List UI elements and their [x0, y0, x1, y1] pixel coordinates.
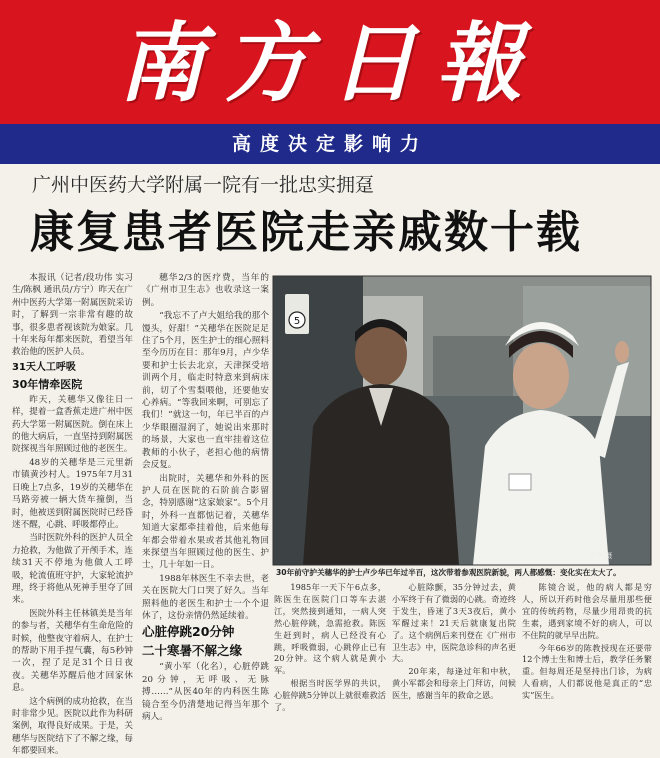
masthead: [0, 0, 660, 124]
text-column-2: [142, 272, 269, 720]
paragraph: 这个病例的成功抢救，在当时非常少见。医院以此作为科研案例，取得良好成果。于是，关穗华与医院结下了不解之缘，每年都要回来。: [12, 696, 133, 757]
subhead: 心脏停跳20分钟: [142, 624, 235, 640]
text-column-5: [522, 582, 652, 720]
paragraph: 今年66岁的陈教授现在还要带12个博士生和博士后，教学任务繁重。但每周还是坚持出门诊，为病人看病，人们都说他是真正的“忠实”医生。: [522, 642, 652, 701]
text-column-4: [392, 582, 516, 720]
paragraph: “黄小军（化名），心脏停跳20分钟，无呼吸、无脉搏……”从医40年的内科医生陈镜合至今仍清楚地记得当年那个病人。: [142, 662, 269, 722]
paragraph: 48岁的关穗华是三元里新市镇黄沙村人。1975年7月31日晚上7点多，19岁的关穗华在马路旁被一辆大货车撞倒，当时，他被送到附属医院时已经昏迷不醒，心跳、呼吸都停止。: [12, 457, 133, 530]
paragraph: 1988年林医生不幸去世，老关在医院大门口哭了好久。当年照料他的老医生和护士一个个退休了，这份亲情仍然延续着。: [142, 573, 269, 621]
subhead: 31天人工呼吸: [12, 361, 76, 373]
paragraph: 根据当时医学界的共识，心脏停跳5分钟以上就很难救活了。: [274, 678, 386, 713]
sign-number: 5: [293, 316, 301, 327]
paragraph: 昨天，关穗华又像往日一样，提着一盒香蕉走进广州中医药大学第一附属医院。倒在床上的他大病后，一直坚持到附属医院探视当年照顾过他的老医生。: [12, 394, 133, 455]
news-photo: [273, 276, 651, 565]
text-column-1: [12, 272, 133, 757]
paragraph: 当时医院外科的医护人员全力抢救，为他做了开颅手术，连续31天不停地为他做人工呼吸，轮流值班守护，大家轮流护理，终于将他从死神手里夺了回来。: [12, 533, 133, 606]
paragraph: 出院时，关穗华和外科的医护人员在医院的石阶前合影留念，特别感谢“这家娘家”。5个月时，外科一直都惦记着，关穗华知道大家都牵挂着他，后来他每年都会带着水果或者其他礼物回来探望当年照顾过他的医生、护士，几十年如一日。: [142, 473, 269, 571]
paragraph: 医院外科主任林镇美是当年的参与者，关穗华有生命危险的时候，他整夜守着病人，在护士的帮助下用手捏气囊，每5秒钟一次，捏了足足31个日日夜夜。关穗华苏醒后他才回家休息。: [12, 608, 133, 694]
subhead: 30年情牵医院: [12, 377, 83, 391]
paragraph: “我忘不了卢大姐给我的那个馒头，好甜！”关穗华在医院足足住了5个月，医生护士的细心照料至今历历在目：那年9月，卢少华要和护士长去北京，天津探受培训两个月，临走时特意来到病床前，切了个雪梨喂他，还要他安心养病。“等我回来啊，可别忘了我们！”就这一句，年已半百的卢少华眼圈湿润了，她说出来那时的场景，大家也一直牢挂着这位教师的小伙子，老担心他的病情会反复。: [142, 311, 269, 471]
byline: 本报讯（记者/段功伟 实习生/陈枫 通讯员/方宁）昨天在广州中医药大学第一附属医院采访时，了解到一宗非常有趣的故事，很多患者视该院为娘家。几十年来每年都来医院，看望当年救治他的医护人员。: [12, 273, 133, 358]
photo-caption: 30年前守护关穗华的护士卢少华已年过半百，这次带着参观医院新貌，两人都感慨：变化实在太大了。: [276, 568, 621, 577]
paragraph: 1985年一天下午6点多，陈医生在医院门口等车去湛江，突然接到通知，一病人突然心脏停跳，急需抢救。陈医生赶到时，病人已经没有心跳，呼吸微弱，心跳停止已有20分钟。这个病人就是黄小军。: [274, 582, 386, 676]
photo-credit: 方宁 摄: [589, 552, 613, 560]
subhead: 二十寒暑不解之缘: [142, 643, 243, 659]
slogan: 高度决定影响力: [231, 133, 428, 155]
article-headline: 康复患者医院走亲戚数十载: [30, 207, 582, 258]
paragraph: 穗华2/3的医疗费，当年的《广州市卫生志》也收录这一案例。: [142, 273, 269, 308]
paragraph: 陈镜合说，他的病人都是穷人，所以开药时他会尽量用那些便宜的传统药物，尽量少用昂贵的抗生素，遇到家境不好的病人，可以不住院的就早早出院。: [522, 582, 652, 640]
article-kicker: 广州中医药大学附属一院有一批忠实拥趸: [32, 174, 375, 196]
photo-illustration: [273, 276, 651, 565]
text-column-3: [274, 582, 386, 720]
newspaper-title: 南方日報: [118, 13, 542, 114]
paragraph: 心脏除颤，35分钟过去，黄小军终于有了微弱的心跳。奇迹终于发生，昏迷了3天3夜后，黄小军醒过来！21天后就康复出院了。这个病例后来刊登在《广州市卫生志》中，医院急诊科的声名更大。: [392, 582, 516, 664]
slogan-bar: [0, 124, 660, 164]
paragraph: 20年来，每逢过年和中秋，黄小军都会和母亲上门拜访，问候医生，感谢当年的救命之恩。: [392, 666, 516, 701]
